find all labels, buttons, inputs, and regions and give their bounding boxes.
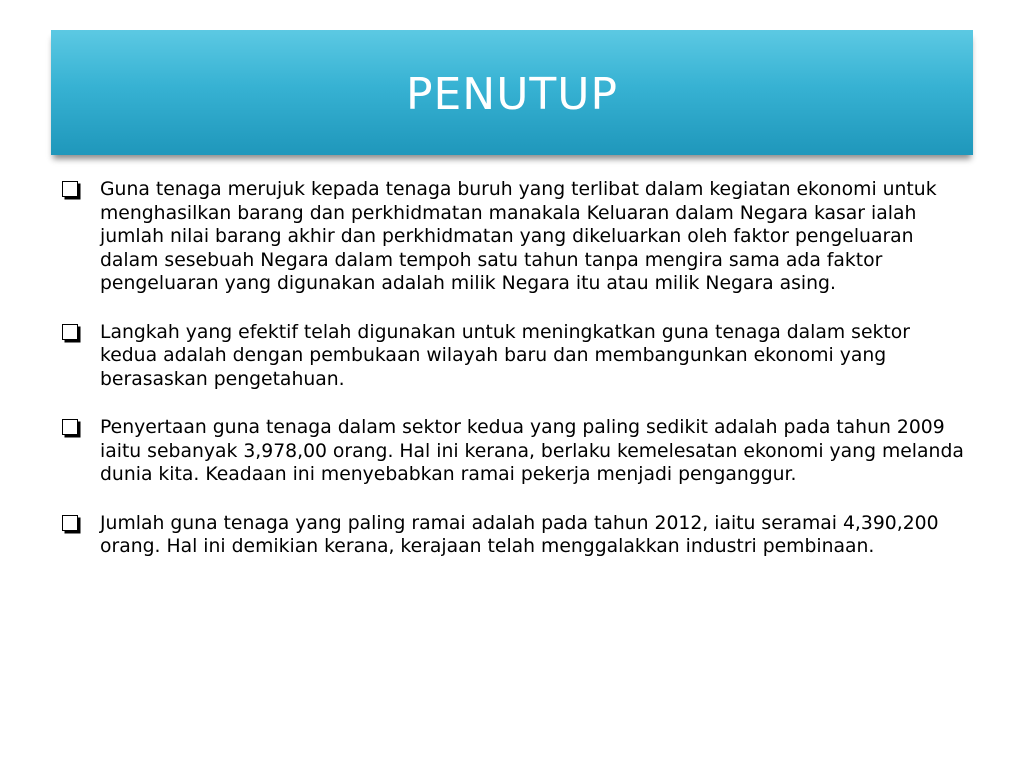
- bullet-text: Guna tenaga merujuk kepada tenaga buruh yang terlibat dalam kegiatan ekonomi untuk menghasilkan barang dan perkhidmatan manakala Keluaran dalam Negara kasar ialah jumlah nilai barang akhir dan perkhidmatan yang dikeluarkan oleh faktor pengeluaran dalam sesebuah Negara dalam tempoh satu tahun tanpa mengira sama ada faktor pengeluaran yang digunakan adalah milik Negara itu atau milik Negara asing.: [100, 179, 937, 294]
- slide-title: PENUTUP: [405, 69, 619, 120]
- bullet-text: Penyertaan guna tenaga dalam sektor kedua yang paling sedikit adalah pada tahun 2009 iaitu sebanyak 3,978,00 orang. Hal ini kerana, berlaku kemelesatan ekonomi yang melanda dunia kita. Keadaan ini menyebabkan ramai pekerja menjadi penganggur.: [100, 417, 964, 485]
- bullet-text: Langkah yang efektif telah digunakan untuk meningkatkan guna tenaga dalam sektor kedua adalah dengan pembukaan wilayah baru dan membangunkan ekonomi yang berasaskan pengetahuan.: [100, 321, 910, 390]
- bullet-item: [62, 416, 972, 487]
- bullet-item: [62, 178, 972, 296]
- checkbox-icon: [62, 419, 78, 435]
- bullet-item: [62, 512, 972, 559]
- bullet-list: [62, 178, 972, 584]
- bullet-item: [62, 321, 972, 392]
- title-banner: [51, 30, 973, 155]
- bullet-text: Jumlah guna tenaga yang paling ramai adalah pada tahun 2012, iaitu seramai 4,390,200 orang. Hal ini demikian kerana, kerajaan telah menggalakkan industri pembinaan.: [100, 512, 939, 557]
- checkbox-icon: [62, 324, 78, 340]
- checkbox-icon: [62, 515, 78, 531]
- checkbox-icon: [62, 181, 78, 197]
